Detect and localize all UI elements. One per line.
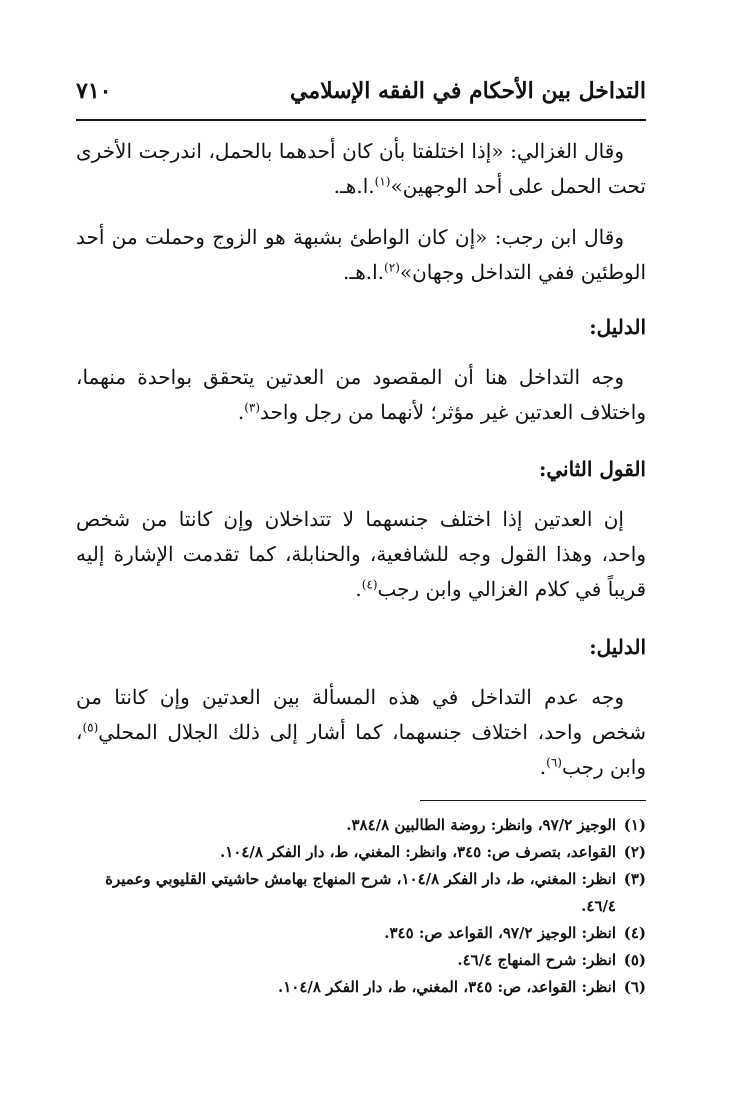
footnote-ref: (٥) bbox=[82, 720, 99, 735]
footnote-divider bbox=[420, 800, 646, 801]
heading-evidence-1-block bbox=[76, 310, 646, 345]
heading-second-opinion: القول الثاني: bbox=[539, 457, 646, 481]
heading-evidence-1: الدليل: bbox=[589, 315, 646, 339]
footnote-ref: (٤) bbox=[361, 577, 378, 592]
footnote-ref: (٦) bbox=[546, 755, 562, 770]
heading-evidence-2-block bbox=[76, 630, 646, 665]
paragraph-tail: . bbox=[539, 755, 547, 779]
footnote bbox=[76, 947, 646, 974]
paragraph-tail: .ا.هـ. bbox=[343, 260, 385, 284]
heading-second-opinion-block bbox=[76, 452, 646, 487]
footnote-ref: (٢) bbox=[384, 260, 400, 275]
paragraph-ghazali-quote bbox=[76, 134, 646, 204]
header-divider bbox=[76, 119, 646, 121]
footnote bbox=[76, 839, 646, 866]
footnote-text: انظر: الوجيز ٩٧/٢، القواعد ص: ٣٤٥. bbox=[384, 924, 616, 942]
footnote-text: انظر: القواعد، ص: ٣٤٥، المغني، ط، دار الفكر ١٠٤/٨. bbox=[277, 978, 616, 996]
footnote-ref: (١) bbox=[374, 174, 391, 189]
footnote-number: (٣) bbox=[623, 870, 646, 888]
paragraph-text: وجه عدم التداخل في هذه المسألة بين العدتين وإن كانتا من شخص واحد، اختلاف جنسهما، كما أشار إلى ذلك الجلال المحلي bbox=[76, 685, 647, 744]
footnote bbox=[76, 920, 646, 947]
page-number: ٧١٠ bbox=[76, 78, 112, 104]
page-header bbox=[76, 72, 646, 116]
paragraph-text: إن العدتين إذا اختلف جنسهما لا تتداخلان وإن كانتا من شخص واحد، وهذا القول وجه للشافعية، والحنابلة، كما تقدمت الإشارة إليه قريباً في كلام الغزالي وابن رجب bbox=[76, 507, 646, 601]
paragraph-evidence-1 bbox=[76, 360, 646, 430]
footnote-number: (٢) bbox=[623, 843, 646, 861]
footnote-text: القواعد، بتصرف ص: ٣٤٥، وانظر: المغني، ط، دار الفكر ١٠٤/٨. bbox=[220, 843, 616, 861]
footnote bbox=[76, 812, 646, 839]
paragraph-second-opinion bbox=[76, 502, 646, 607]
footnote-number: (٤) bbox=[623, 924, 646, 942]
paragraph-evidence-2 bbox=[76, 680, 646, 785]
footnotes bbox=[76, 812, 646, 1001]
heading-evidence-2: الدليل: bbox=[589, 635, 646, 659]
footnote bbox=[76, 974, 646, 1001]
footnote-text: الوجيز ٩٧/٢، وانظر: روضة الطالبين ٣٨٤/٨. bbox=[346, 816, 616, 834]
footnote-text: انظر: المغني، ط، دار الفكر ١٠٤/٨، شرح المنهاج بهامش حاشيتي القليوبي وعميرة ٤٦/٤. bbox=[105, 870, 616, 915]
paragraph-tail: .ا.هـ. bbox=[333, 174, 375, 198]
paragraph-tail: . bbox=[355, 577, 362, 601]
footnote-number: (١) bbox=[623, 816, 646, 834]
paragraph-text: وقال ابن رجب: «إن كان الواطئ بشبهة هو الزوج وحملت من أحد الوطئين ففي التداخل وجهان» bbox=[76, 225, 646, 284]
footnote bbox=[76, 866, 646, 920]
footnote-number: (٥) bbox=[623, 951, 646, 969]
paragraph-text: وقال الغزالي: «إذا اختلفتا بأن كان أحدهما بالحمل، اندرجت الأخرى تحت الحمل على أحد الوجهين» bbox=[76, 139, 646, 198]
paragraph-mid: ، وابن رجب bbox=[76, 720, 646, 779]
paragraph-text: وجه التداخل هنا أن المقصود من العدتين يتحقق بواحدة منهما، واختلاف العدتين غير مؤثر؛ لأنهما من رجل واحد bbox=[76, 365, 646, 424]
footnote-number: (٦) bbox=[623, 978, 646, 996]
footnote-text: انظر: شرح المنهاج ٤٦/٤. bbox=[457, 951, 616, 969]
paragraph-ibn-rajab-quote bbox=[76, 220, 646, 290]
running-title: التداخل بين الأحكام في الفقه الإسلامي bbox=[290, 78, 646, 104]
footnote-ref: (٣) bbox=[244, 400, 261, 415]
paragraph-tail: . bbox=[237, 400, 245, 424]
